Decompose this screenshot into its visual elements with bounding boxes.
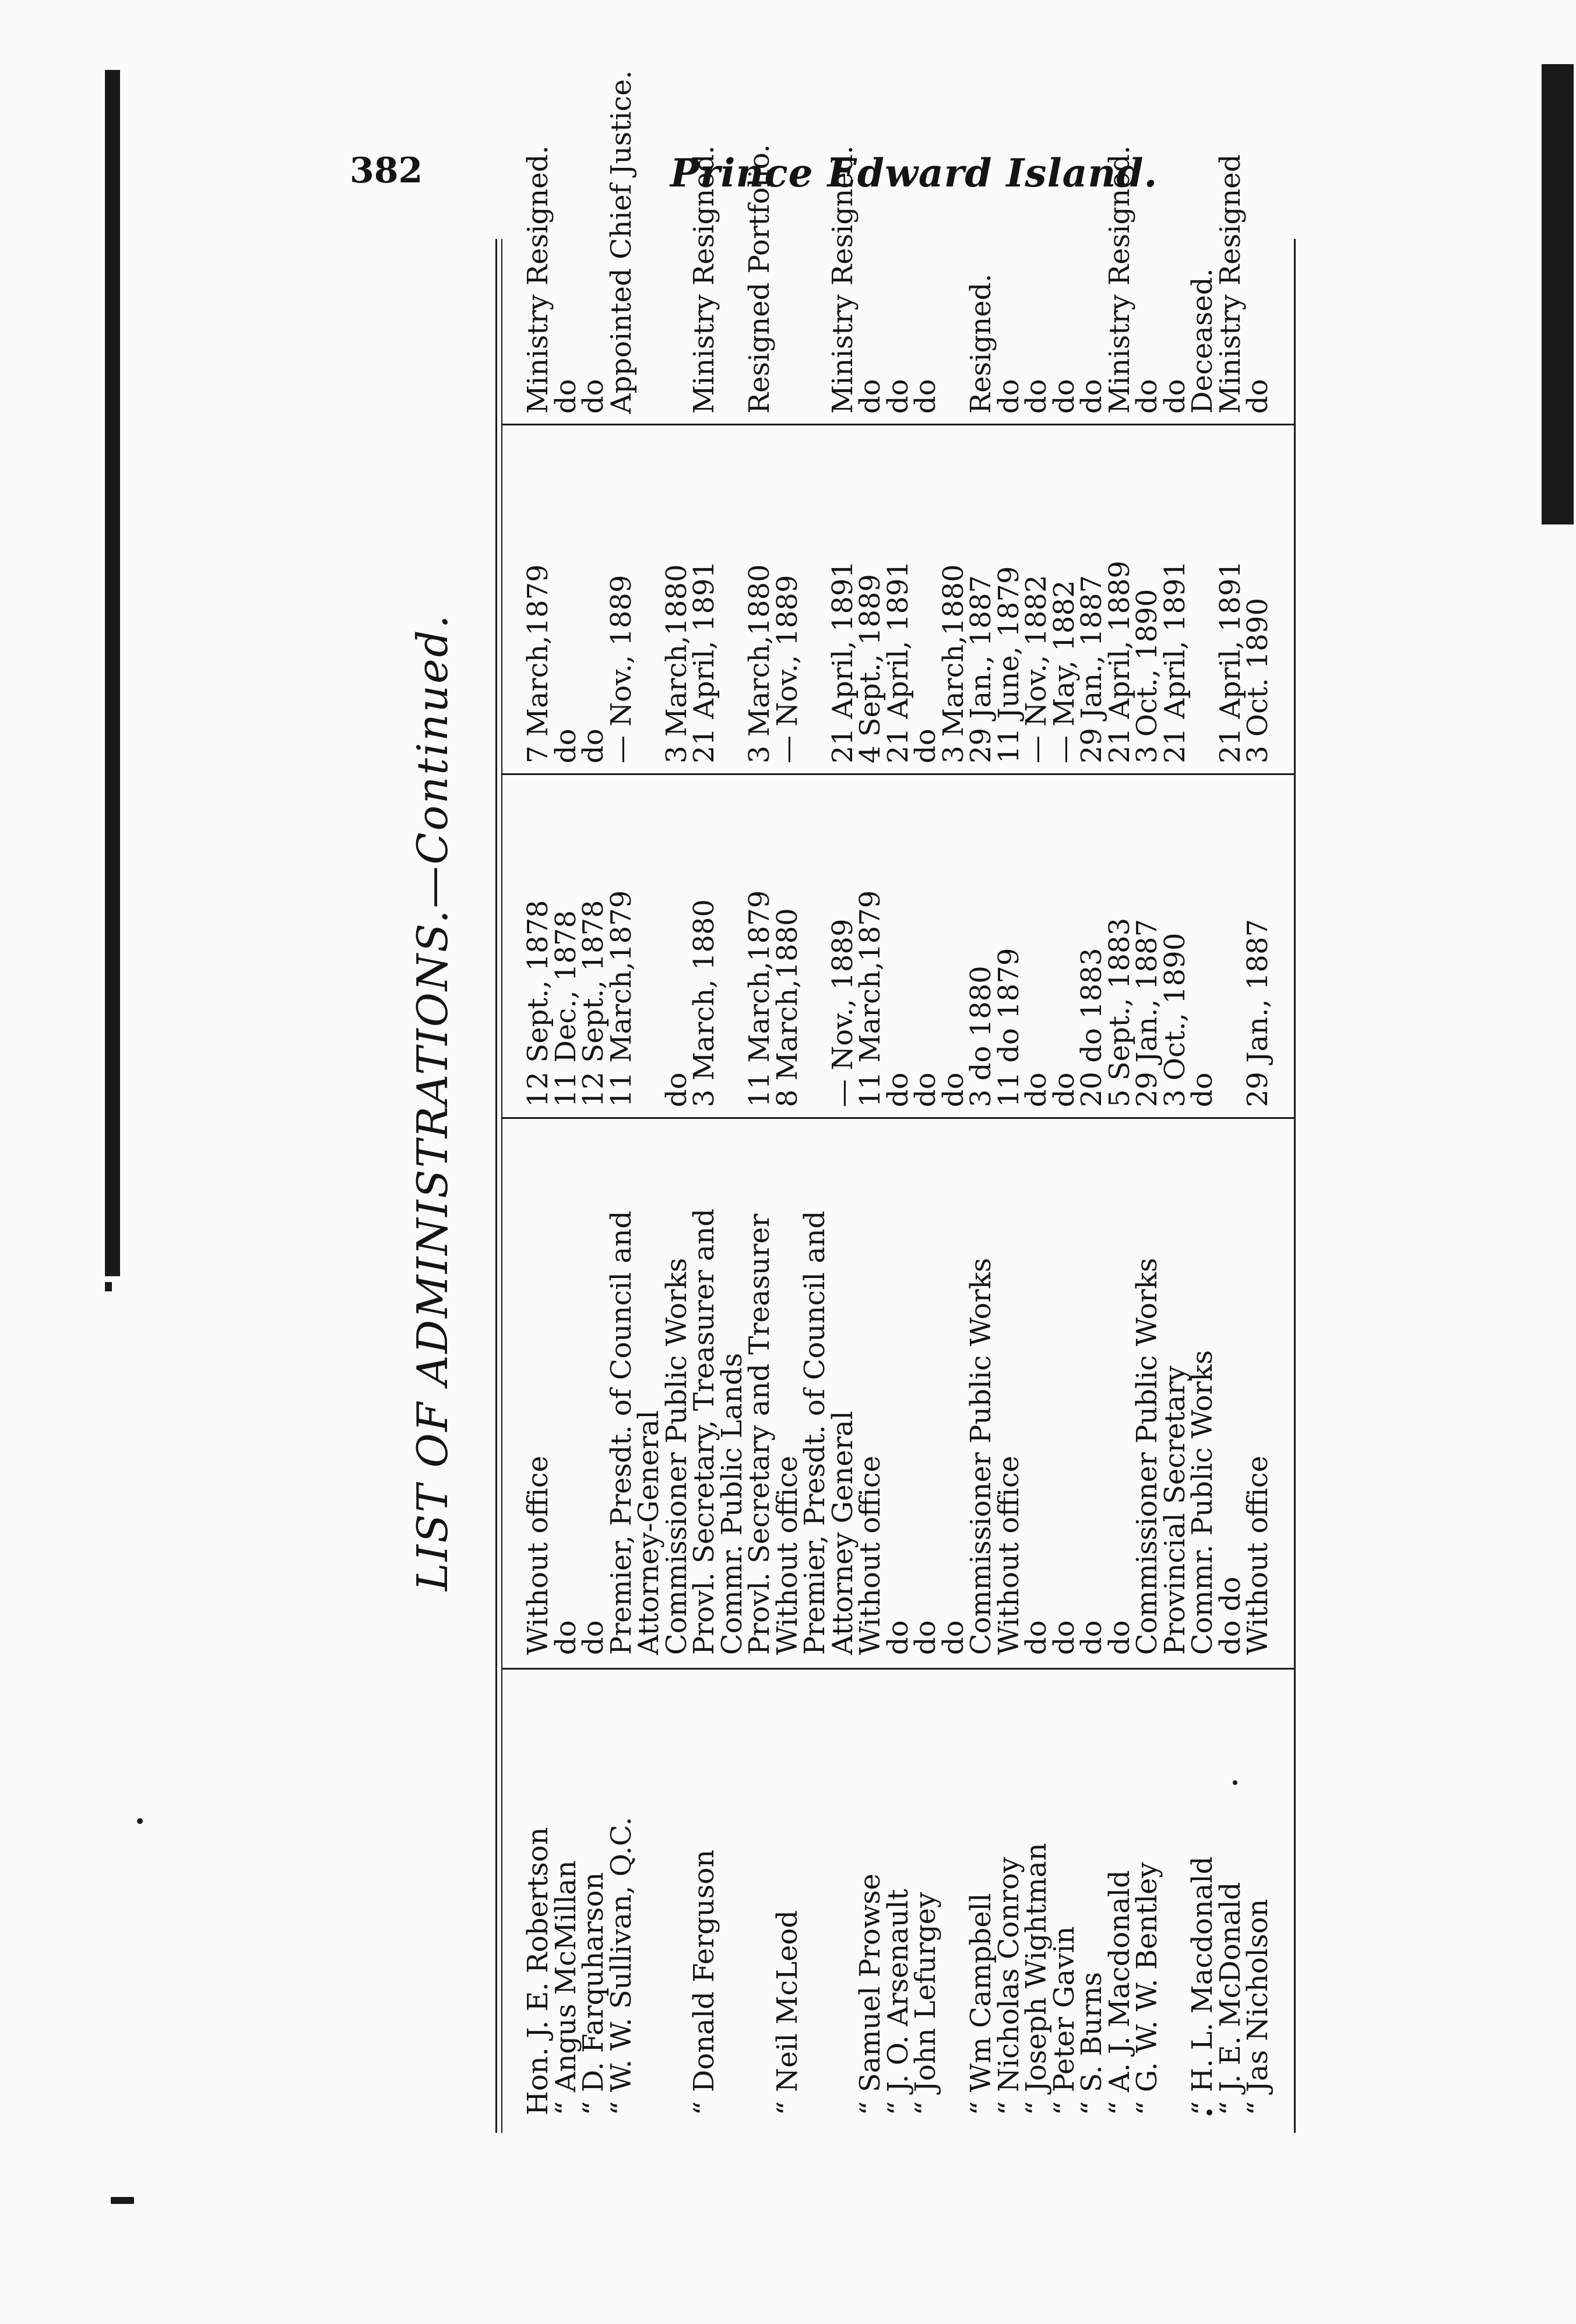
row-to-date: — Nov., 1889 xyxy=(771,575,804,763)
row-from-date: 20 do 1883 xyxy=(1075,948,1108,1107)
column-divider xyxy=(501,424,1294,425)
row-office: do xyxy=(1047,1620,1081,1655)
row-remarks: do xyxy=(577,379,610,414)
row-to-date: 11 June, 1879 xyxy=(992,566,1025,763)
row-office: do xyxy=(1020,1620,1053,1655)
row-remarks: do xyxy=(1075,379,1108,414)
row-to-date: 4 Sept., 1889 xyxy=(854,573,886,763)
row-remarks: do xyxy=(1241,379,1274,414)
row-from-date: 29 Jan., 1887 xyxy=(1241,918,1274,1107)
row-office: Commissioner Public Works xyxy=(1131,1258,1163,1655)
row-office: Premier, Presdt. of Council and xyxy=(604,1210,638,1655)
row-office: Attorney-General xyxy=(632,1410,665,1655)
row-office: Premier, Presdt. of Council and xyxy=(798,1210,831,1655)
table-bottom-rule xyxy=(1294,239,1296,2133)
row-to-date: 21 April, 1891 xyxy=(881,560,914,763)
row-from-date: do xyxy=(881,1072,914,1107)
row-from-date: — Nov., 1889 xyxy=(826,918,859,1107)
row-name: “ H. L. Macdonald xyxy=(1186,1856,1219,2115)
row-remarks: Resigned. xyxy=(965,273,997,414)
row-office: do xyxy=(577,1620,610,1655)
row-office: Provl. Secretary, Treasurer and xyxy=(688,1208,720,1655)
row-from-date: 11 March,1879 xyxy=(604,890,638,1107)
row-to-date: 21 April, 1891 xyxy=(1158,560,1191,763)
row-name: “ A. J. Macdonald xyxy=(1103,1870,1136,2115)
row-to-date: 21 April, 1891 xyxy=(688,560,720,763)
row-from-date: 3 Oct., 1890 xyxy=(1158,932,1191,1107)
scan-speck xyxy=(111,2197,134,2204)
row-name: “ Wm Campbell xyxy=(965,1893,997,2115)
row-remarks: Ministry Resigned. xyxy=(1103,145,1136,414)
row-from-date: 29 Jan., 1887 xyxy=(1131,918,1163,1107)
row-office: do xyxy=(909,1620,942,1655)
row-remarks: Deceased. xyxy=(1186,268,1219,414)
row-name: “ Neil McLeod xyxy=(771,1910,804,2115)
row-from-date: 11 March,1879 xyxy=(854,890,886,1107)
row-to-date: do xyxy=(909,728,942,763)
page-number: 382 xyxy=(350,150,423,191)
table-top-rule xyxy=(495,239,497,2133)
row-office: Attorney General xyxy=(826,1411,859,1655)
scan-speck xyxy=(137,1818,143,1824)
row-remarks: Appointed Chief Justice. xyxy=(604,70,638,414)
scan-edge-mark xyxy=(105,1282,112,1291)
row-office: Commr. Public Lands xyxy=(715,1353,748,1655)
row-from-date: 12 Sept., 1878 xyxy=(522,900,554,1107)
row-from-date: 11 March,1879 xyxy=(743,890,776,1107)
row-from-date: do xyxy=(1186,1072,1219,1107)
row-to-date: 3 March,1880 xyxy=(743,564,776,763)
row-from-date: 3 March, 1880 xyxy=(688,899,720,1107)
row-to-date: 21 April, 1889 xyxy=(1103,560,1136,763)
row-to-date: — May, 1882 xyxy=(1047,580,1081,763)
row-name: “ G. W. W. Bentley xyxy=(1131,1862,1163,2115)
row-office: Provincial Secretary xyxy=(1158,1365,1191,1655)
row-to-date: 3 March,1880 xyxy=(937,564,970,763)
row-name: Hon. J. E. Robertson xyxy=(522,1827,554,2115)
row-remarks: Ministry Resigned. xyxy=(522,145,554,414)
row-to-date: 3 March,1880 xyxy=(660,564,693,763)
row-name: “ Joseph Wightman xyxy=(1020,1843,1053,2115)
row-to-date: — Nov., 1889 xyxy=(604,575,638,763)
row-office: do xyxy=(549,1620,582,1655)
row-from-date: do xyxy=(937,1072,970,1107)
row-name: “ S. Burns xyxy=(1075,1971,1108,2115)
row-remarks: do xyxy=(909,379,942,414)
row-name: “ Donald Ferguson xyxy=(688,1849,720,2115)
row-office: do do xyxy=(1213,1576,1247,1655)
row-remarks: do xyxy=(1020,379,1053,414)
running-title: Prince Edward Island. xyxy=(670,150,1158,196)
row-from-date: 3 do 1880 xyxy=(965,966,997,1107)
row-to-date: do xyxy=(577,728,610,763)
row-name: “ Angus McMillan xyxy=(549,1860,582,2115)
row-from-date: 12 Sept., 1878 xyxy=(577,900,610,1107)
row-name: “ J. E. McDonald xyxy=(1213,1882,1247,2115)
row-to-date: 21 April, 1891 xyxy=(826,560,859,763)
row-office: Commr. Public Works xyxy=(1186,1350,1219,1655)
row-to-date: 7 March,1879 xyxy=(522,564,554,763)
scan-edge-bar-left xyxy=(105,70,120,1276)
row-remarks: do xyxy=(881,379,914,414)
row-to-date: 29 Jan., 1887 xyxy=(1075,575,1108,763)
row-remarks: do xyxy=(549,379,582,414)
row-from-date: 11 Dec., 1878 xyxy=(549,910,582,1107)
row-to-date: 3 Oct. 1890 xyxy=(1241,598,1274,763)
row-remarks: Ministry Resigned xyxy=(1213,154,1247,414)
row-to-date: — Nov., 1882 xyxy=(1020,575,1053,763)
row-office: Commissioner Public Works xyxy=(660,1258,693,1655)
row-from-date: 5 Sept., 1883 xyxy=(1103,917,1136,1107)
row-office: Provl. Secretary and Treasurer xyxy=(743,1213,776,1655)
row-office: Commissioner Public Works xyxy=(965,1258,997,1655)
row-name: “ Nicholas Conroy xyxy=(992,1857,1025,2115)
row-name: “ Samuel Prowse xyxy=(854,1873,886,2115)
table-top-rule-2 xyxy=(501,239,502,2133)
row-remarks: do xyxy=(1131,379,1163,414)
row-name: “ D. Farquharson xyxy=(577,1872,610,2115)
row-from-date: 11 do 1879 xyxy=(992,948,1025,1107)
row-remarks: Ministry Resigned. xyxy=(688,145,720,414)
row-remarks: do xyxy=(1158,379,1191,414)
row-remarks: do xyxy=(1047,379,1081,414)
row-office: Without office xyxy=(1241,1455,1274,1655)
row-name: “ Peter Gavin xyxy=(1047,1926,1081,2115)
row-remarks: do xyxy=(992,379,1025,414)
row-from-date: do xyxy=(909,1072,942,1107)
row-from-date: do xyxy=(1047,1072,1081,1107)
row-name: “ W. W. Sullivan, Q.C. xyxy=(604,1816,638,2115)
row-remarks: do xyxy=(854,379,886,414)
column-divider xyxy=(501,1668,1294,1670)
row-to-date: 3 Oct., 1890 xyxy=(1131,589,1163,763)
row-office: Without office xyxy=(522,1455,554,1655)
row-from-date: 8 March,1880 xyxy=(771,908,804,1107)
row-name: “ John Lefurgey xyxy=(909,1892,942,2115)
row-remarks: Ministry Resigned. xyxy=(826,145,859,414)
row-office: do xyxy=(1103,1620,1136,1655)
row-to-date: do xyxy=(549,728,582,763)
row-from-date: do xyxy=(1020,1072,1053,1107)
table-title: LIST OF ADMINISTRATIONS.—Continued. xyxy=(408,613,457,1591)
row-to-date: 21 April, 1891 xyxy=(1213,560,1247,763)
column-divider xyxy=(501,1117,1294,1119)
row-name: “ Jas Nicholson xyxy=(1241,1899,1274,2115)
row-office: Without office xyxy=(854,1455,886,1655)
row-office: do xyxy=(937,1620,970,1655)
row-office: Without office xyxy=(771,1455,804,1655)
row-name: “ J. O. Arsenault xyxy=(881,1889,914,2115)
scan-edge-bar-right xyxy=(1542,64,1574,524)
row-to-date: 29 Jan., 1887 xyxy=(965,575,997,763)
row-office: Without office xyxy=(992,1455,1025,1655)
row-office: do xyxy=(881,1620,914,1655)
row-remarks: Resigned Portfolio. xyxy=(743,144,776,414)
row-from-date: do xyxy=(660,1072,693,1107)
row-office: do xyxy=(1075,1620,1108,1655)
